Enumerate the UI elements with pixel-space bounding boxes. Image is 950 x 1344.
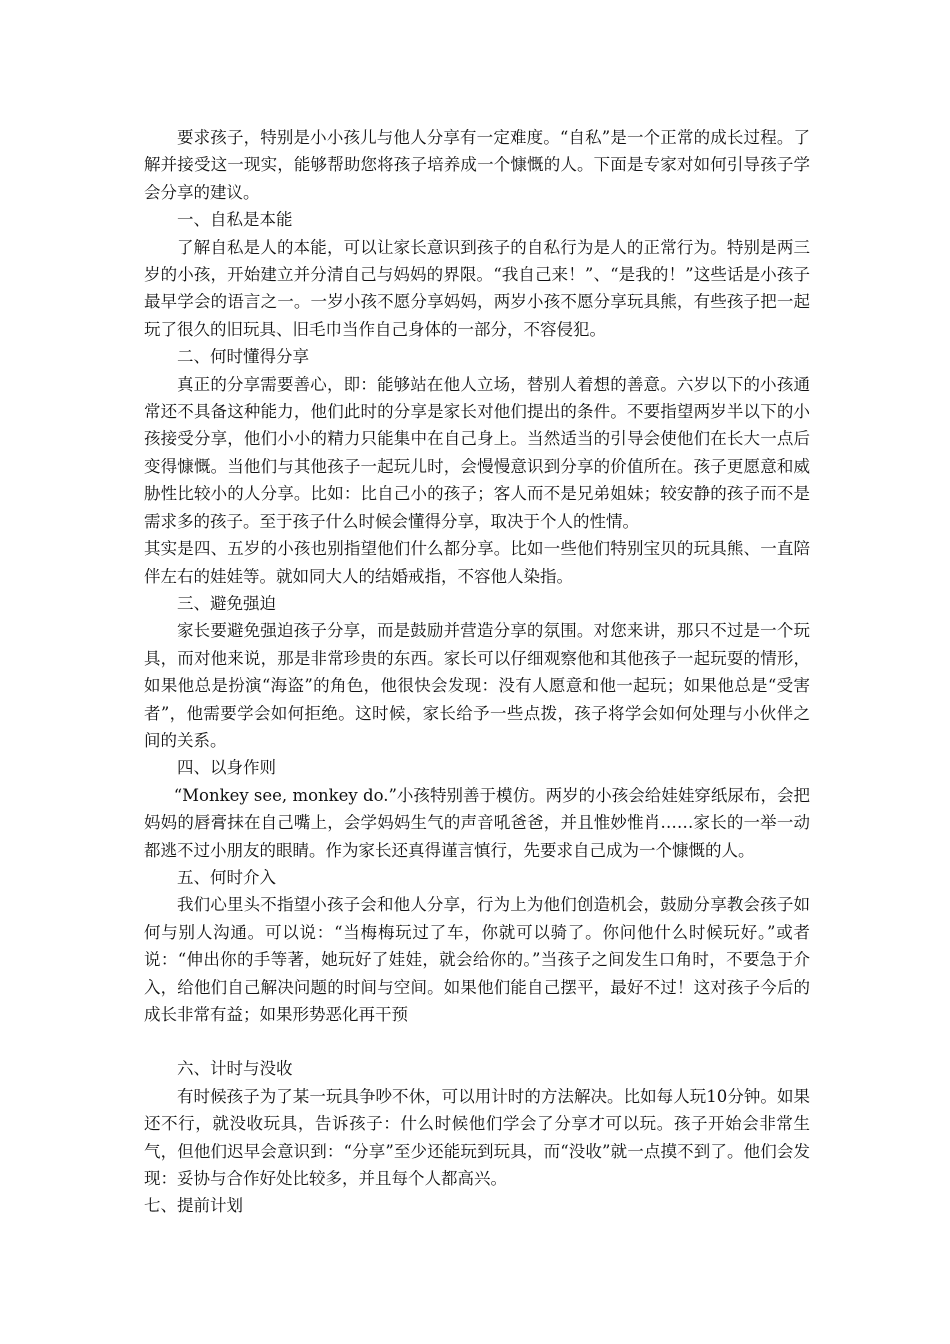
section-6-paragraph: 有时候孩子为了某一玩具争吵不休，可以用计时的方法解决。比如每人玩10分钟。如果还不行，就没收玩具，告诉孩子：什么时候他们学会了分享才可以玩。孩子开始会非常生气，但他们迟早会意识到：“分享”至少还能玩到玩具，而“没收”就一点摸不到了。他们会发现：妥协与合作好处比较多，并且每个人都高兴。	[144, 1086, 810, 1189]
section-heading-7: 七、提前计划	[144, 1196, 243, 1216]
intro-paragraph: 要求孩子，特别是小小孩儿与他人分享有一定难度。“自私”是一个正常的成长过程。了解并接受这一现实，能够帮助您将孩子培养成一个慷慨的人。下面是专家对如何引导孩子学会分享的建议。	[144, 128, 810, 202]
section-2-paragraph-continued: 其实是四、五岁的小孩也别指望他们什么都分享。比如一些他们特别宝贝的玩具熊、一直陪伴左右的娃娃等。就如同大人的结婚戒指，不容他人染指。	[144, 539, 810, 586]
section-heading-6: 六、计时与没收	[177, 1059, 293, 1079]
section-5-paragraph: 我们心里头不指望小孩子会和他人分享，行为上为他们创造机会，鼓励分享教会孩子如何与别人沟通。可以说：“当梅梅玩过了车，你就可以骑了。你问他什么时候玩好。”或者说：“伸出你的手等著，她玩好了娃娃，就会给你的。”当孩子之间发生口角时，不要急于介入，给他们自己解决问题的时间与空间。如果他们能自己摆平，最好不过！这对孩子今后的成长非常有益；如果形势恶化再干预	[144, 895, 810, 1024]
document-body	[144, 124, 810, 1220]
section-heading-1: 一、自私是本能	[177, 210, 293, 230]
section-4-paragraph: “Monkey see, monkey do.”小孩特别善于模仿。两岁的小孩会给娃娃穿纸尿布，会把妈妈的唇膏抹在自己嘴上，会学妈妈生气的声音吼爸爸，并且惟妙惟肖……家长的一举一动都逃不过小朋友的眼睛。作为家长还真得谨言慎行，先要求自己成为一个慷慨的人。	[144, 785, 810, 860]
section-heading-5: 五、何时介入	[177, 867, 276, 887]
section-2-paragraph: 真正的分享需要善心，即：能够站在他人立场，替别人着想的善意。六岁以下的小孩通常还不具备这种能力，他们此时的分享是家长对他们提出的条件。不要指望两岁半以下的小孩接受分享，他们小小的精力只能集中在自己身上。当然适当的引导会使他们在长大一点后变得慷慨。当他们与其他孩子一起玩儿时，会慢慢意识到分享的价值所在。孩子更愿意和威胁性比较小的人分享。比如：比自己小的孩子；客人而不是兄弟姐妹；较安静的孩子而不是需求多的孩子。至于孩子什么时候会懂得分享，取决于个人的性情。	[144, 374, 810, 531]
section-3-paragraph: 家长要避免强迫孩子分享，而是鼓励并营造分享的氛围。对您来讲，那只不过是一个玩具，而对他来说，那是非常珍贵的东西。家长可以仔细观察他和其他孩子一起玩耍的情形，如果他总是扮演“海盗”的角色，他很快会发现：没有人愿意和他一起玩；如果他总是“受害者”，他需要学会如何拒绝。这时候，家长给予一些点拨，孩子将学会如何处理与小伙伴之间的关系。	[144, 621, 810, 750]
section-heading-2: 二、何时懂得分享	[177, 347, 309, 367]
section-1-paragraph: 了解自私是人的本能，可以让家长意识到孩子的自私行为是人的正常行为。特别是两三岁的小孩，开始建立并分清自己与妈妈的界限。“我自己来！”、“是我的！”这些话是小孩子最早学会的语言之一。一岁小孩不愿分享妈妈，两岁小孩不愿分享玩具熊，有些孩子把一起玩了很久的旧玩具、旧毛巾当作自己身体的一部分，不容侵犯。	[144, 237, 810, 339]
section-heading-3: 三、避免强迫	[177, 593, 276, 613]
section-heading-4: 四、以身作则	[177, 758, 276, 778]
